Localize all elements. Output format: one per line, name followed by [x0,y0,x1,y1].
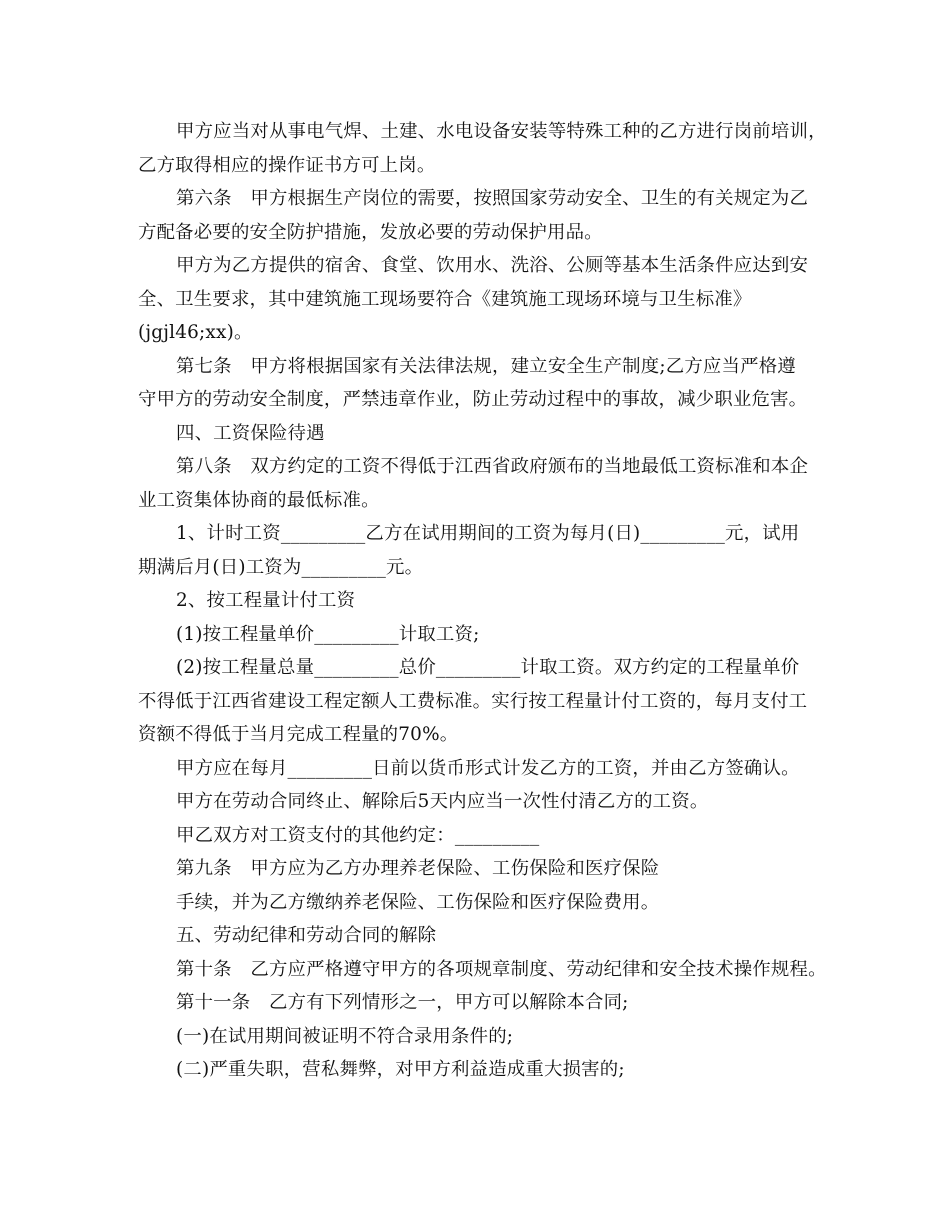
paragraph-line: 第十条 乙方应严格遵守甲方的各项规章制度、劳动纪律和安全技术操作规程。 [176,958,827,980]
paragraph-line: 第八条 双方约定的工资不得低于江西省政府颁布的当地最低工资标准和本企 [176,456,809,477]
paragraph-line: 甲方应当对从事电气焊、土建、水电设备安装等特殊工种的乙方进行岗前培训， [176,121,827,142]
paragraph-line: 2、按工程量计付工资 [176,590,356,611]
paragraph-line: 第九条 甲方应为乙方办理养老保险、工伤保险和医疗保险 [176,858,660,879]
paragraph-line: 守甲方的劳动安全制度，严禁违章作业，防止劳动过程中的事故，减少职业危害。 [138,389,808,410]
paragraph-line: 甲方在劳动合同终止、解除后5天内应当一次性付清乙方的工资。 [176,791,709,812]
paragraph-line: 甲乙双方对工资支付的其他约定：_________ [176,824,540,846]
paragraph-line: 甲方为乙方提供的宿舍、食堂、饮用水、洗浴、公厕等基本生活条件应达到安 [176,255,809,276]
paragraph-line: 期满后月(日)工资为_________元。 [138,556,424,578]
paragraph-line: 乙方取得相应的操作证书方可上岗。 [138,154,436,176]
paragraph-line: 方配备必要的安全防护措施，发放必要的劳动保护用品。 [138,221,603,243]
paragraph-line: 甲方应在每月_________日前以货币形式计发乙方的工资，并由乙方签确认。 [176,757,800,779]
paragraph-line: 业工资集体协商的最低标准。 [138,489,380,511]
paragraph-line: 全、卫生要求，其中建筑施工现场要符合《建筑施工现场环境与卫生标准》 [138,288,752,310]
paragraph-line: 第六条 甲方根据生产岗位的需要，按照国家劳动安全、卫生的有关规定为乙 [176,188,809,209]
paragraph-line: 第七条 甲方将根据国家有关法律法规，建立安全生产制度;乙方应当严格遵 [176,355,796,377]
section-heading: 五、劳动纪律和劳动合同的解除 [176,925,437,946]
paragraph-line: (1)按工程量单价_________计取工资; [176,623,480,645]
section-heading: 四、工资保险待遇 [176,422,325,444]
document-body [138,115,828,1087]
paragraph-line: (2)按工程量总量_________总价_________计取工资。双方约定的工程量单价 [176,657,800,678]
paragraph-line: 第十一条 乙方有下列情形之一，甲方可以解除本合同; [176,992,629,1013]
paragraph-line: (一)在试用期间被证明不符合录用条件的; [176,1025,514,1047]
paragraph-line: 手续，并为乙方缴纳养老保险、工伤保险和医疗保险费用。 [176,891,660,913]
paragraph-line: (二)严重失职，营私舞弊，对甲方利益造成重大损害的; [176,1059,625,1080]
paragraph-line: 不得低于江西省建设工程定额人工费标准。实行按工程量计付工资的，每月支付工 [138,690,808,712]
paragraph-line: 1、计时工资_________乙方在试用期间的工资为每月(日)_________元，试用 [176,523,800,544]
paragraph-line: (jgjl46;xx)。 [138,322,253,343]
paragraph-line: 资额不得低于当月完成工程量的70%。 [138,724,459,745]
